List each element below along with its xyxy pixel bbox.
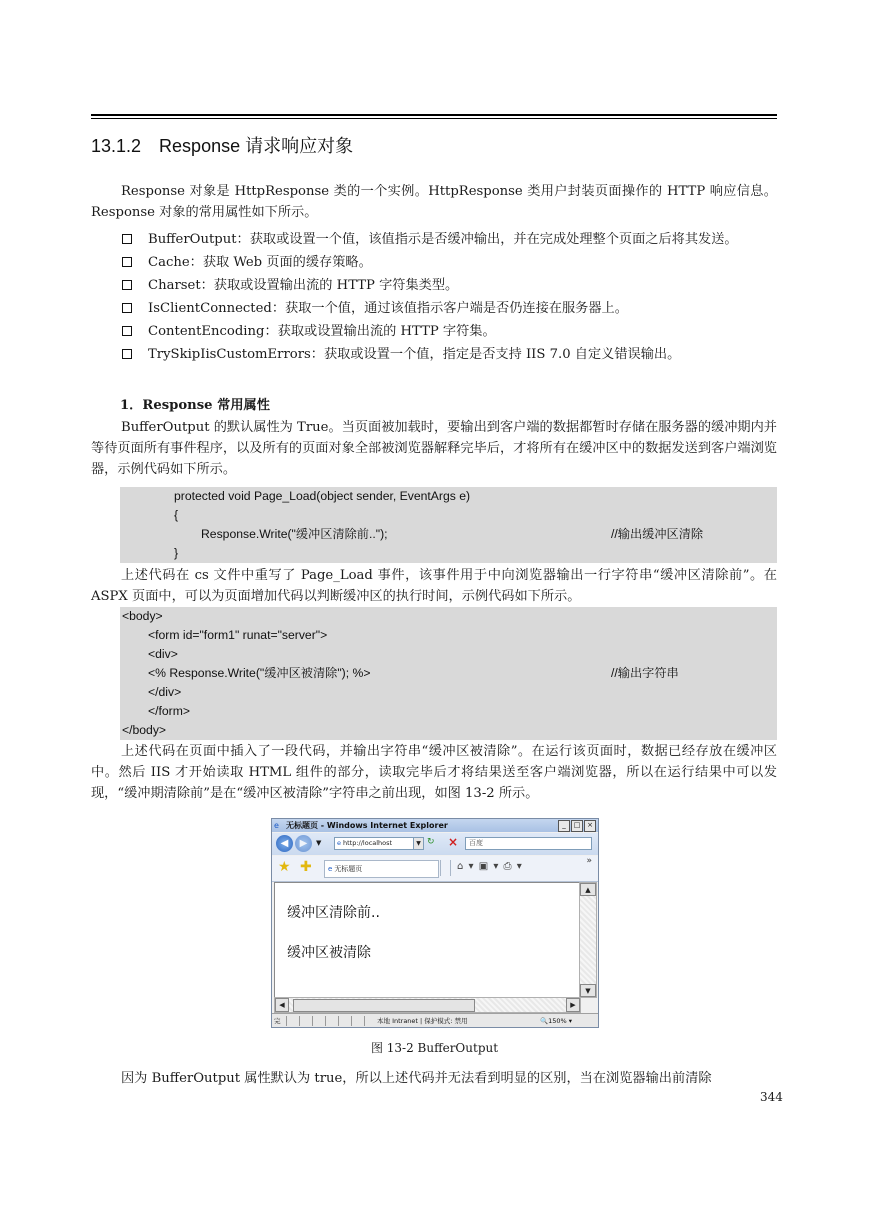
security-zone: 本地 Intranet | 保护模式: 禁用 (377, 1017, 468, 1025)
content-line: 缓冲区清除前.. (287, 905, 380, 921)
list-item: Charset：获取或设置输出流的 HTTP 字符集类型。 (120, 274, 777, 297)
scroll-down-icon[interactable]: ▼ (580, 984, 596, 997)
stop-icon[interactable]: × (448, 835, 459, 849)
checkbox-bullet-icon (122, 257, 132, 267)
checkbox-bullet-icon (122, 234, 132, 244)
minimize-button[interactable]: _ (558, 820, 570, 832)
header-rule-thin (91, 118, 777, 119)
checkbox-bullet-icon (122, 349, 132, 359)
code-line: } (174, 546, 179, 560)
paragraph-buffer-result: 上述代码在页面中插入了一段代码，并输出字符串“缓冲区被清除”。在运行该页面时，数据已经存放在缓冲区中。然后 IIS 才开始读取 HTML 组件的部分，读取完毕后才将结果送至客户端浏览器，所以在运行结果中可以发现，“缓冲期清除前”是在“缓冲区被清除”字符串之前出现，如图 13-2 所示。 (91, 744, 777, 801)
list-item: ContentEncoding：获取或设置输出流的 HTTP 字符集。 (120, 320, 777, 343)
address-bar[interactable]: e http://localhost ▼ (334, 837, 424, 850)
code-line: <form id="form1" runat="server"> (148, 628, 328, 642)
page-icon: e (337, 839, 341, 847)
close-button[interactable]: × (584, 820, 596, 832)
code-line: <div> (148, 647, 178, 661)
code-line: protected void Page_Load(object sender, EventArgs e) (174, 489, 471, 503)
vertical-scrollbar[interactable] (579, 882, 597, 998)
list-item: IsClientConnected：获取一个值，通过该值指示客户端是否仍连接在服务器上。 (120, 297, 777, 320)
code-line: </div> (148, 685, 182, 699)
content-line: 缓冲区被清除 (287, 945, 371, 961)
search-input[interactable]: 百度 (465, 837, 592, 850)
code-line: { (174, 508, 179, 522)
tab-untitled[interactable]: e 无标题页 (324, 860, 439, 878)
section-heading: Response 请求响应对象 (159, 136, 354, 156)
subheading: 1．Response 常用属性 (120, 398, 270, 413)
figure-caption: 图 13-2 BufferOutput (370, 1041, 499, 1055)
scroll-thumb[interactable] (293, 999, 475, 1012)
property-list (120, 228, 777, 366)
code-block-cs (120, 487, 777, 563)
status-text: 完 (274, 1017, 281, 1025)
page-icon: e (328, 865, 333, 873)
code-line: </body> (122, 723, 167, 737)
code-comment: //输出字符串 (611, 666, 679, 680)
code-line: </form> (148, 704, 190, 718)
scroll-up-icon[interactable]: ▲ (580, 883, 596, 896)
list-item: TrySkipIisCustomErrors：获取或设置一个值，指定是否支持 IIS 7.0 自定义错误输出。 (120, 343, 777, 366)
horizontal-scrollbar[interactable] (274, 997, 581, 1013)
code-line: <% Response.Write("缓冲区被清除"); %> //输出字符串 (120, 664, 777, 683)
section-title (91, 132, 353, 158)
intro-paragraph: Response 对象是 HttpResponse 类的一个实例。HttpResponse 类用户封装页面操作的 HTTP 响应信息。Response 对象的常用属性如下所示。 (91, 184, 777, 220)
ie-logo-icon: e (274, 821, 279, 830)
header-rule-thick (91, 114, 777, 116)
chevron-more-icon[interactable]: » (586, 856, 592, 866)
address-dropdown-icon[interactable]: ▼ (413, 838, 423, 849)
section-number: 13.1.2 (91, 136, 142, 156)
paragraph-bufferoutput: BufferOutput 的默认属性为 True。当页面被加载时，要输出到客户端的数据都暂时存储在服务器的缓冲期内并等待页面所有事件程序，以及所有的页面对象全部被浏览器解释完毕后，才将所有在缓冲区中的数据发送到客户端浏览器，示例代码如下所示。 (91, 420, 777, 477)
list-item: Cache：获取 Web 页面的缓存策略。 (120, 251, 777, 274)
paragraph-page-load: 上述代码在 cs 文件中重写了 Page_Load 事件，该事件用于中向浏览器输出一行字符串“缓冲区清除前”。在 ASPX 页面中，可以为页面增加代码以判断缓冲区的执行时间，示例代码如下所示。 (91, 568, 777, 604)
scroll-right-icon[interactable]: ▶ (566, 998, 580, 1012)
page-number: 344 (760, 1090, 783, 1104)
history-dropdown-icon[interactable]: ▼ (316, 839, 322, 847)
checkbox-bullet-icon (122, 280, 132, 290)
checkbox-bullet-icon (122, 303, 132, 313)
back-button[interactable]: ◀ (276, 835, 293, 852)
toolbar-icons[interactable]: ⌂ ▾ ▣ ▾ ⎙ ▾ (457, 861, 523, 872)
navigation-bar (272, 833, 598, 855)
window-title: 无标题页 - Windows Internet Explorer (286, 821, 448, 830)
window-titlebar (272, 819, 598, 832)
status-bar (272, 1013, 598, 1028)
paragraph-bufferoutput-default: 因为 BufferOutput 属性默认为 true，所以上述代码并无法看到明显的区别，当在浏览器输出前清除 (121, 1071, 712, 1086)
page-content (274, 882, 580, 998)
zoom-icon: 🔍 (540, 1017, 549, 1025)
forward-button[interactable]: ▶ (295, 835, 312, 852)
scroll-left-icon[interactable]: ◀ (275, 998, 289, 1012)
checkbox-bullet-icon (122, 326, 132, 336)
code-block-aspx (120, 607, 777, 740)
ie-screenshot (271, 818, 599, 1028)
maximize-button[interactable]: □ (571, 820, 583, 832)
refresh-icon[interactable]: ↻ (427, 837, 435, 847)
list-item: BufferOutput：获取或设置一个值，该值指示是否缓冲输出，并在完成处理整个页面之后将其发送。 (120, 228, 777, 251)
add-favorites-icon[interactable]: ✚ (300, 859, 312, 875)
code-line: Response.Write("缓冲区清除前.."); //输出缓冲区清除 (120, 525, 777, 544)
favorites-star-icon[interactable]: ★ (278, 859, 291, 875)
favorites-bar (272, 856, 598, 882)
code-line: <body> (122, 609, 163, 623)
zoom-level[interactable]: 🔍150% ▾ (540, 1017, 573, 1025)
code-comment: //输出缓冲区清除 (611, 527, 704, 541)
